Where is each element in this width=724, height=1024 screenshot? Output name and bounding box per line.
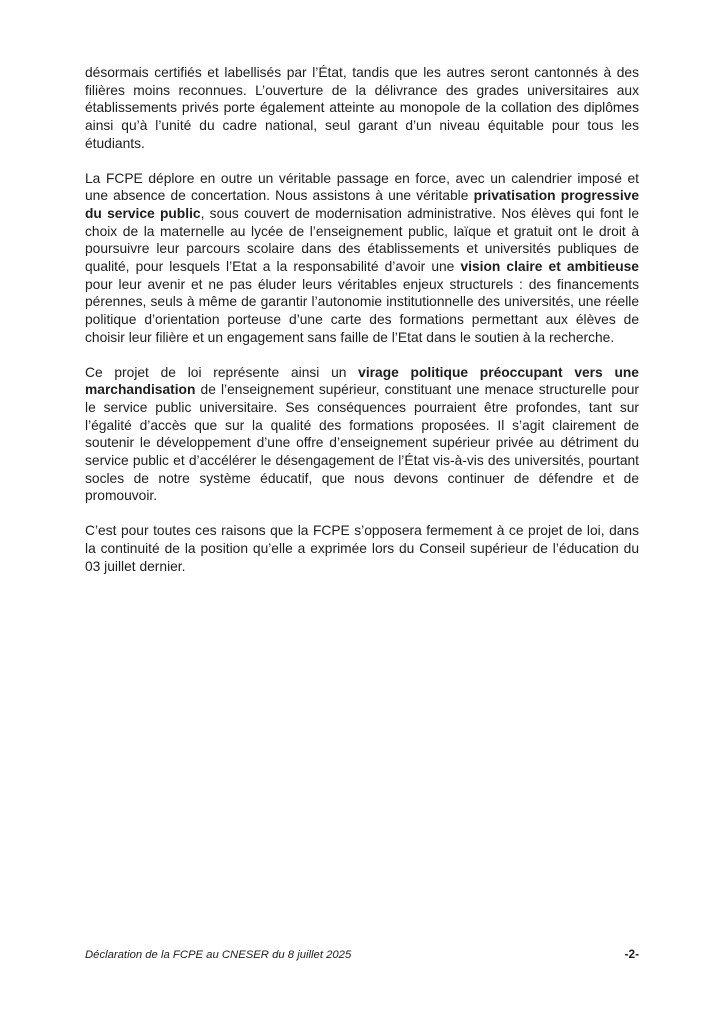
paragraph-text: désormais certifiés et labellisés par l’État, tandis que les autres seront cantonnés à des filières moins reconnues. L’ouverture de la délivrance des grades universitaires aux établissements privés porte également atteinte au monopole de la collation des diplômes ainsi qu’à l’unité du cadre national, seul garant d’un niveau équitable pour tous les étudiants.: [85, 65, 639, 151]
page-footer: [85, 947, 639, 961]
paragraph-3: [85, 364, 639, 506]
paragraph-text: pour leur avenir et ne pas éluder leurs véritables enjeux structurels : des financements pérennes, seuls à même de garantir l’autonomie institutionnelle des universités, une réelle politique d’orientation porteuse d’une carte des formations permettant aux élèves de choisir leur filière et un engagement sans faille de l’Etat dans le soutien à la recherche.: [85, 276, 639, 345]
paragraph-text: de l’enseignement supérieur, constituant une menace structurelle pour le service public universitaire. Ses conséquences pourraient être profondes, tant sur l’égalité d’accès que sur la qualité des formations proposées. Il s’agit clairement de soutenir le développement d’une offre d’enseignement supérieur privée au détriment du service public et d’accélérer le désengagement de l’État vis-à-vis des universités, pourtant socles de notre système éducatif, que nous devons continuer de défendre et de promouvoir.: [85, 382, 639, 504]
footer-page-number: -2-: [624, 947, 639, 961]
paragraph-text-bold: virage politique préoccupant vers une marchandisation: [85, 364, 639, 398]
document-body: [85, 64, 639, 592]
paragraph-4: [85, 522, 639, 575]
paragraph-text-bold: vision claire et ambitieuse: [460, 259, 639, 275]
paragraph-text: , sous couvert de modernisation administrative. Nos élèves qui font le choix de la maternelle au lycée de l’enseignement public, laïque et gratuit ont le droit à poursuivre leur parcours scolaire dans des établissements et universités publiques de qualité, pour lesquels l’Etat a la responsabilité d’avoir une: [85, 205, 639, 275]
footer-running-title: Déclaration de la FCPE au CNESER du 8 juillet 2025: [85, 949, 352, 961]
paragraph-2: [85, 170, 639, 347]
paragraph-text: C’est pour toutes ces raisons que la FCPE s’opposera fermement à ce projet de loi, dans la continuité de la position qu’elle a exprimée lors du Conseil supérieur de l’éducation du 03 juillet dernier.: [85, 523, 639, 574]
paragraph-text: La FCPE déplore en outre un véritable passage en force, avec un calendrier imposé et une absence de concertation. Nous assistons à une véritable: [85, 170, 639, 204]
paragraph-1: [85, 64, 639, 153]
paragraph-text: Ce projet de loi représente ainsi un: [85, 364, 359, 380]
paragraph-text-bold: privatisation progressive du service public: [85, 188, 639, 221]
